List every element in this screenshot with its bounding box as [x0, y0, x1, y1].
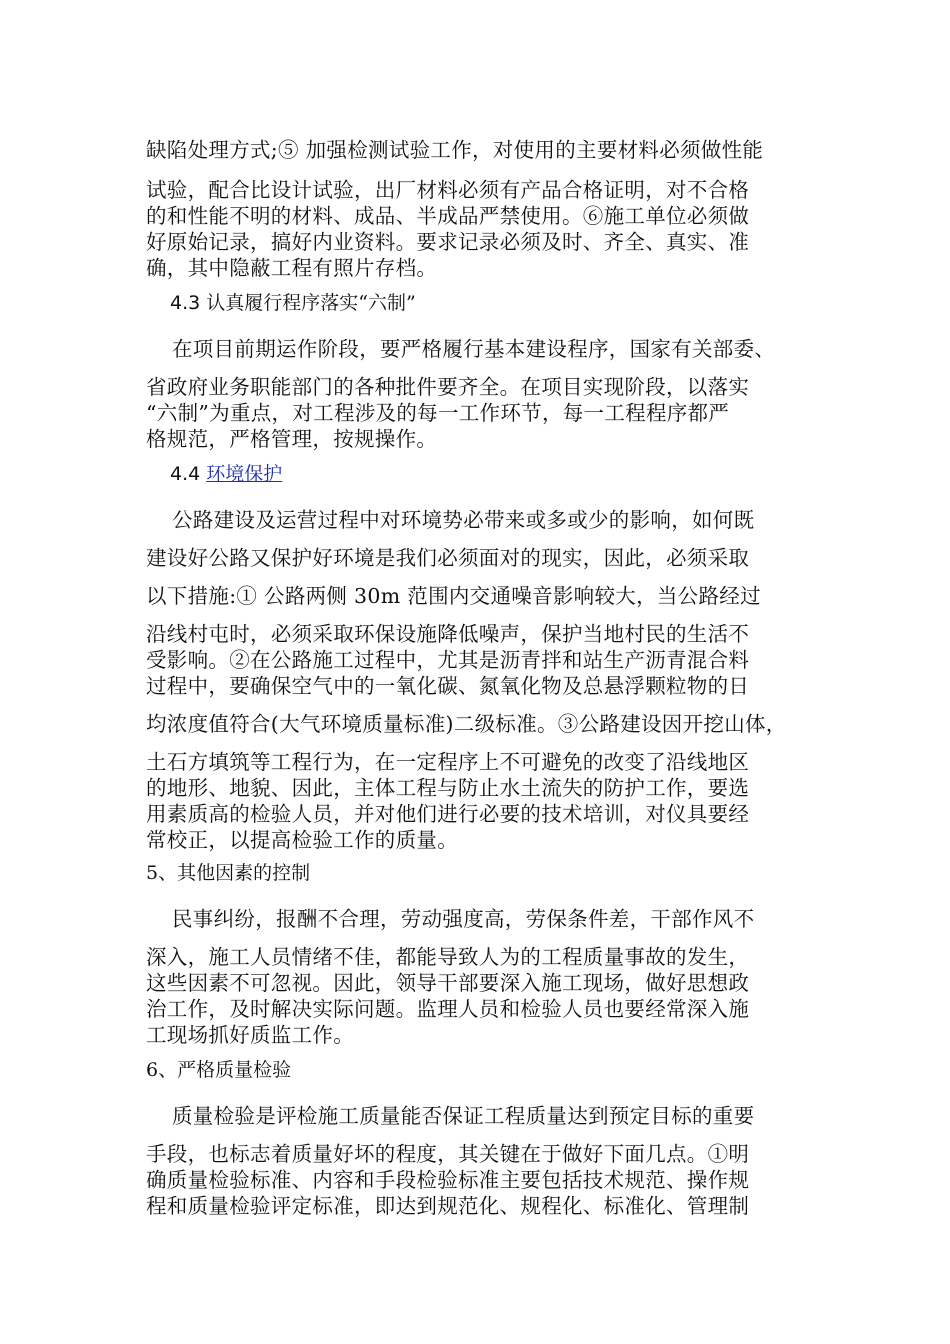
paragraph-line: 省政府业务职能部门的各种批件要齐全。在项目实现阶段，以落实	[146, 375, 750, 399]
paragraph-line: 这些因素不可忽视。因此，领导干部要深入施工现场，做好思想政	[146, 971, 750, 995]
section-heading-4-3	[170, 290, 416, 316]
paragraph-line: 手段，也标志着质量好坏的程度，其关键在于做好下面几点。①明	[146, 1142, 750, 1166]
paragraph-line: 建设好公路又保护好环境是我们必须面对的现实，因此，必须采取	[146, 546, 750, 570]
paragraph-line: 过程中，要确保空气中的一氧化碳、氮氧化物及总悬浮颗粒物的日	[146, 674, 750, 698]
paragraph-line: 在项目前期运作阶段，要严格履行基本建设程序，国家有关部委、	[172, 337, 776, 361]
heading-number: 4.3	[170, 292, 201, 314]
paragraph-line: 常校正，以提高检验工作的质量。	[146, 828, 458, 852]
heading-title: 认真履行程序落实“六制”	[200, 292, 416, 314]
paragraph-line: 沿线村屯时，必须采取环保设施降低噪声，保护当地村民的生活不	[146, 622, 750, 646]
paragraph-line: 工现场抓好质监工作。	[146, 1023, 354, 1047]
paragraph-line: 以下措施:① 公路两侧 30m 范围内交通噪音影响较大，当公路经过	[146, 584, 761, 608]
environment-protection-link[interactable]: 环境保护	[206, 463, 283, 485]
paragraph-line: 程和质量检验评定标准，即达到规范化、规程化、标准化、管理制	[146, 1194, 750, 1218]
paragraph-line: 试验，配合比设计试验，出厂材料必须有产品合格证明，对不合格	[146, 178, 750, 202]
heading-title: 5、其他因素的控制	[146, 862, 311, 884]
paragraph-line: 受影响。②在公路施工过程中，尤其是沥青拌和站生产沥青混合料	[146, 648, 750, 672]
paragraph-line: 缺陷处理方式;⑤ 加强检测试验工作，对使用的主要材料必须做性能	[146, 138, 764, 162]
heading-title: 6、严格质量检验	[146, 1059, 292, 1081]
paragraph-line: 的地形、地貌、因此，主体工程与防止水土流失的防护工作，要选	[146, 776, 750, 800]
paragraph-line: 土石方填筑等工程行为，在一定程序上不可避免的改变了沿线地区	[146, 750, 750, 774]
paragraph-line: 深入，施工人员情绪不佳，都能导致人为的工程质量事故的发生，	[146, 945, 750, 969]
paragraph-line: 的和性能不明的材料、成品、半成品严禁使用。⑥施工单位必须做	[146, 204, 750, 228]
paragraph-line: 格规范，严格管理，按规操作。	[146, 427, 438, 451]
paragraph-line: “六制”为重点，对工程涉及的每一工作环节，每一工程程序都严	[146, 401, 730, 425]
section-heading-5	[146, 860, 310, 886]
paragraph-line: 好原始记录，搞好内业资料。要求记录必须及时、齐全、真实、准	[146, 230, 750, 254]
section-heading-4-4	[170, 461, 282, 487]
paragraph-line: 均浓度值符合(大气环境质量标准)二级标准。③公路建设因开挖山体，	[146, 712, 787, 736]
heading-number: 4.4	[170, 463, 201, 485]
paragraph-line: 确，其中隐蔽工程有照片存档。	[146, 256, 438, 280]
paragraph-line: 公路建设及运营过程中对环境势必带来或多或少的影响，如何既	[172, 508, 755, 532]
paragraph-line: 用素质高的检验人员，并对他们进行必要的技术培训，对仪具要经	[146, 802, 750, 826]
paragraph-line: 确质量检验标准、内容和手段检验标准主要包括技术规范、操作规	[146, 1168, 750, 1192]
section-heading-6	[146, 1057, 291, 1083]
paragraph-line: 民事纠纷，报酬不合理，劳动强度高，劳保条件差，干部作风不	[172, 907, 755, 931]
paragraph-line: 质量检验是评检施工质量能否保证工程质量达到预定目标的重要	[172, 1104, 755, 1128]
paragraph-line: 治工作，及时解决实际问题。监理人员和检验人员也要经常深入施	[146, 997, 750, 1021]
